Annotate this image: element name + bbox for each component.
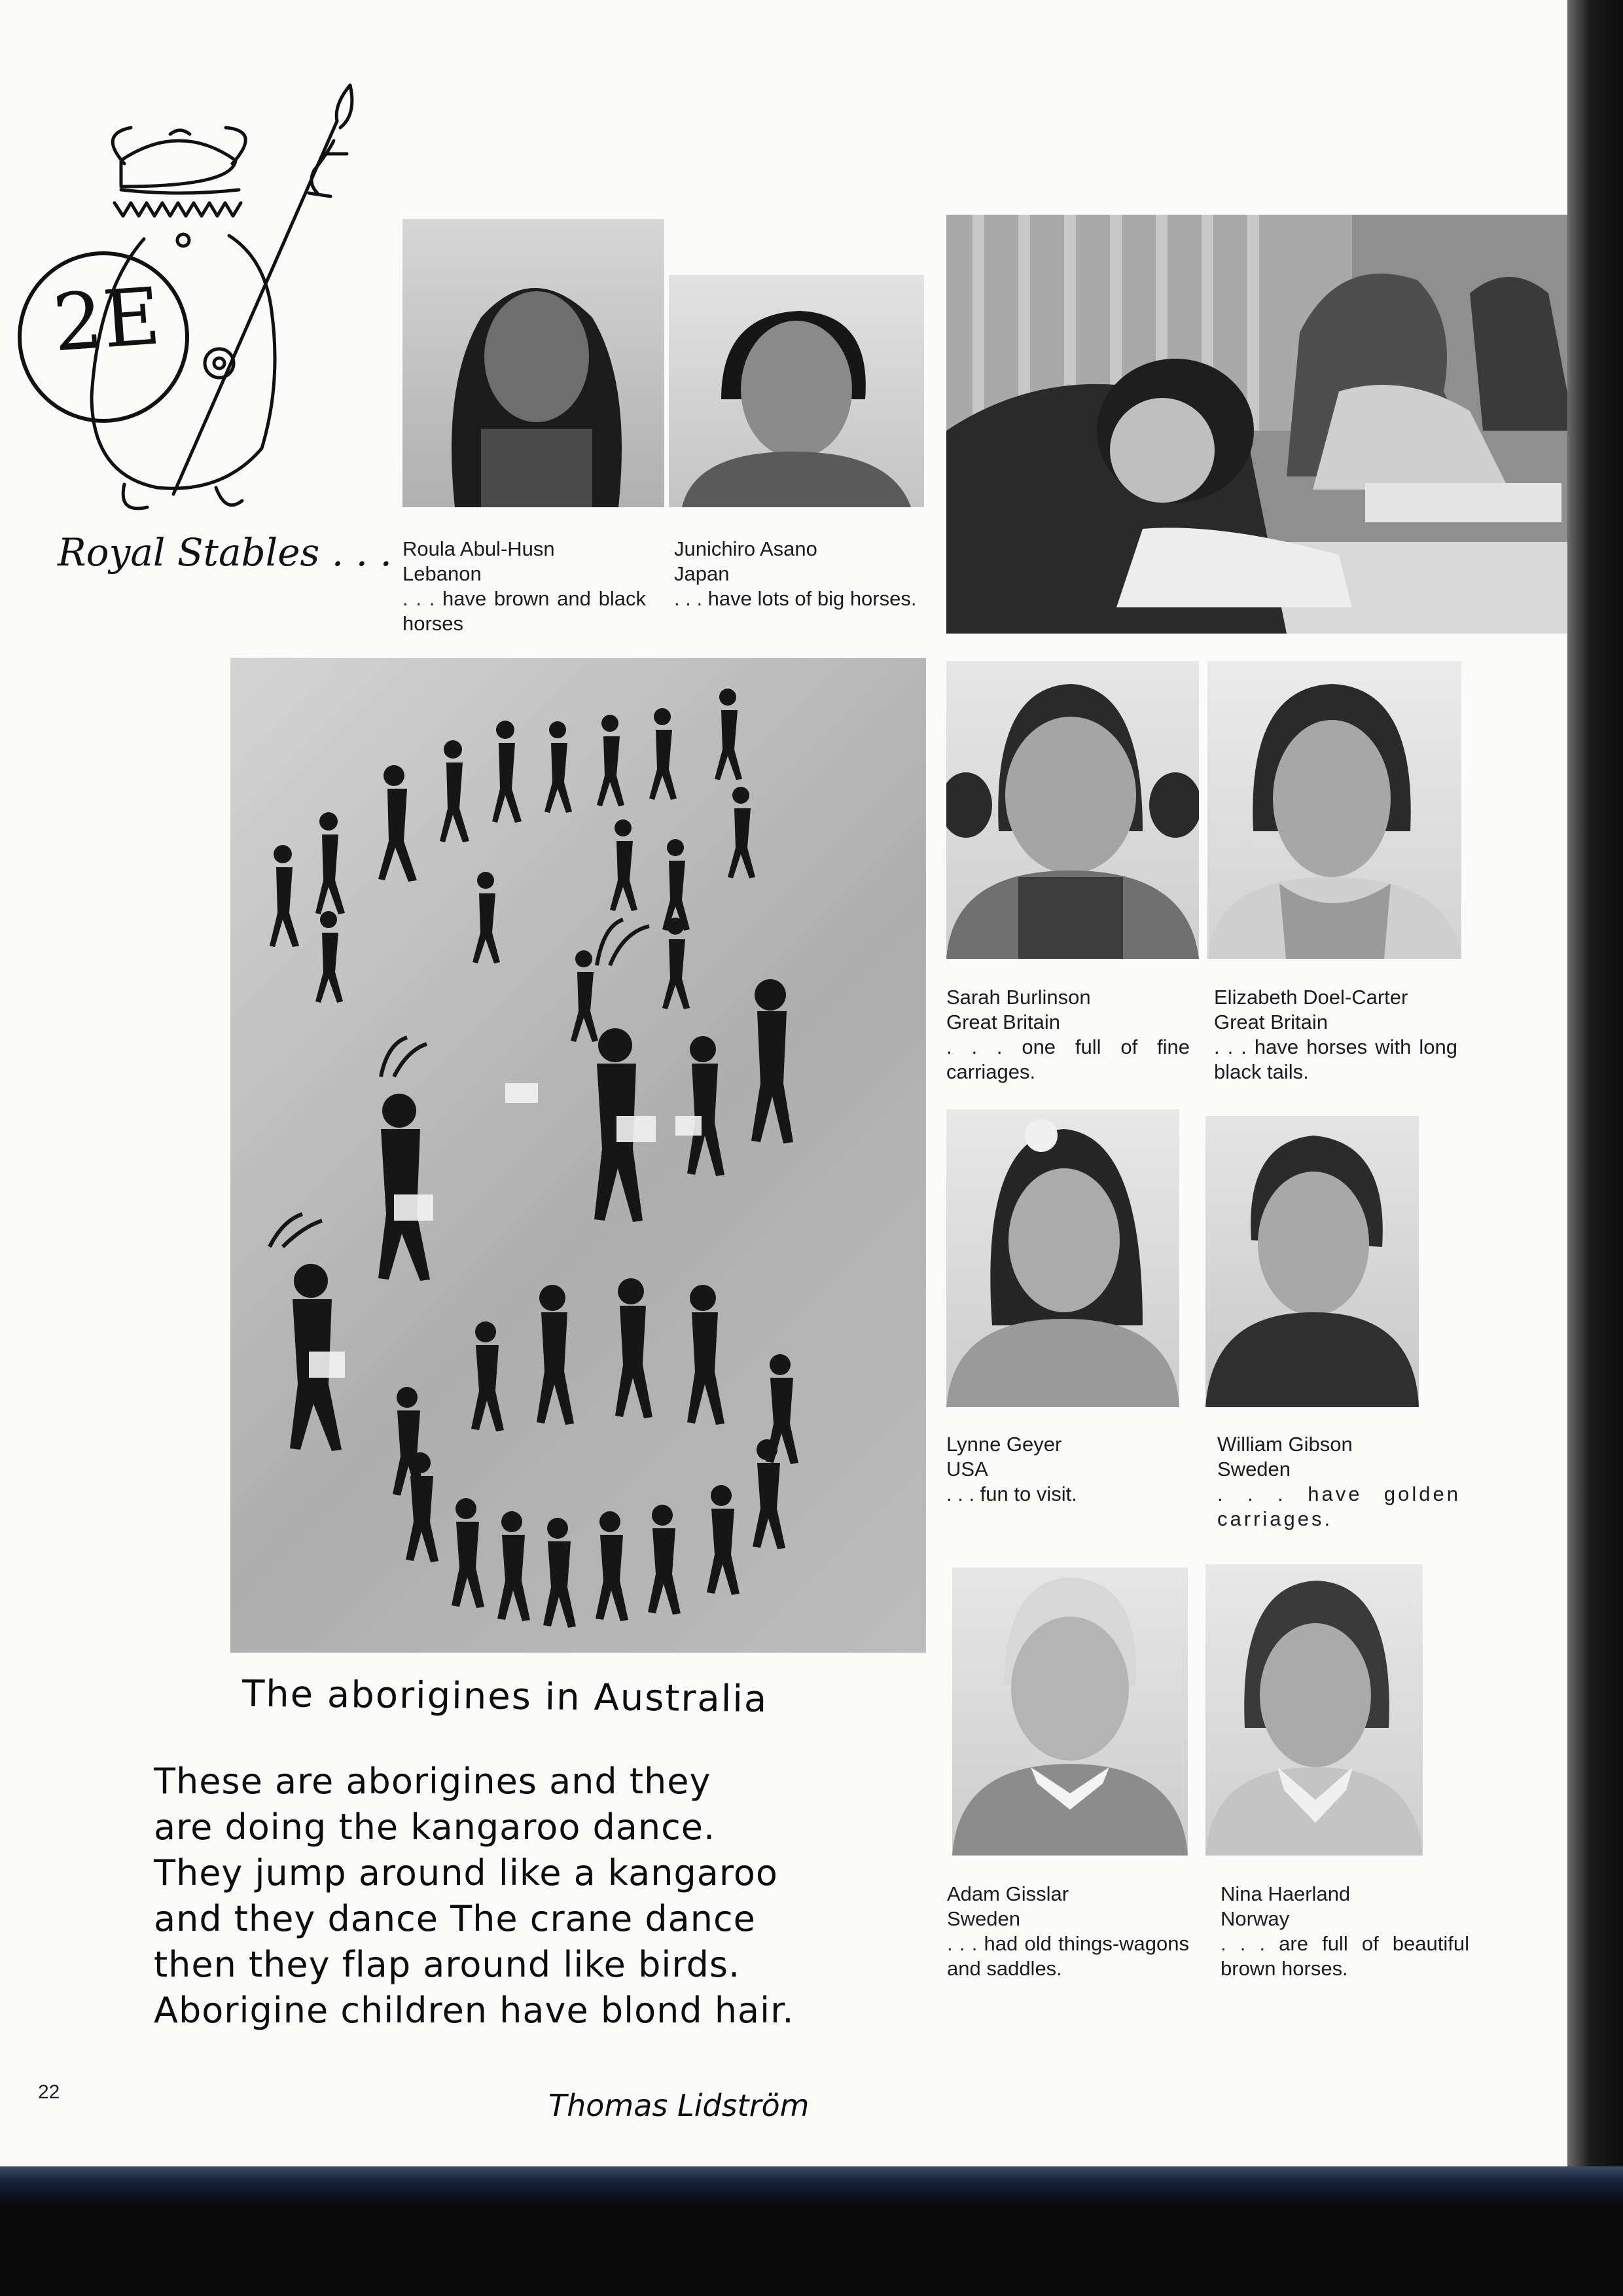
student-name: William Gibson [1217,1433,1353,1456]
student-caption [402,537,646,636]
page-number: 22 [38,2081,60,2103]
story-title: The aborigines in Australia [241,1672,768,1721]
portrait-photo [1207,661,1461,959]
author-signature: Thomas Lidström [548,2088,810,2123]
student-description: . . . have brown and black horses [402,587,646,635]
story-line: then they flap around like birds. [154,1944,741,1985]
student-name: Elizabeth Doel-Carter [1214,986,1408,1009]
student-description: . . . have horses with long black tails. [1214,1035,1457,1083]
student-name: Nina Haerland [1221,1882,1351,1905]
portrait-photo [669,275,924,507]
student-name: Lynne Geyer [946,1433,1062,1456]
student-caption [946,985,1190,1085]
story-line: and they dance The crane dance [154,1898,756,1939]
class-badge: 2E [50,271,164,370]
student-caption [1221,1882,1469,1981]
story-line: They jump around like a kangaroo [154,1852,778,1893]
student-country: USA [946,1458,988,1480]
student-description: . . . are full of beautiful brown horses. [1221,1932,1469,1980]
student-name: Roula Abul-Husn [402,537,555,560]
student-country: Sweden [947,1907,1021,1930]
student-caption [947,1882,1189,1981]
portrait-photo [946,661,1199,959]
student-country: Japan [674,562,730,585]
portrait-photo [952,1568,1188,1856]
student-caption [946,1432,1190,1507]
student-description: . . . have lots of big horses. [674,587,917,610]
student-country: Norway [1221,1907,1290,1930]
section-header: Royal Stables . . . [58,530,392,575]
student-caption [1217,1432,1461,1532]
story-line: These are aborigines and they [154,1761,711,1802]
student-description: . . . had old things-wagons and saddles. [947,1932,1189,1980]
student-name: Sarah Burlinson [946,986,1091,1009]
student-name: Junichiro Asano [674,537,817,560]
classroom-photo [946,215,1577,634]
student-country: Lebanon [402,562,482,585]
student-country: Sweden [1217,1458,1291,1480]
student-description: . . . have golden carriages. [1217,1482,1461,1530]
aborigine-painting [230,658,926,1653]
student-description: . . . fun to visit. [946,1482,1077,1505]
student-caption [1214,985,1457,1085]
story-line: Aborigine children have blond hair. [154,1990,794,2031]
student-caption [674,537,918,611]
student-description: . . . one full of fine carriages. [946,1035,1190,1083]
student-country: Great Britain [1214,1011,1329,1033]
scan-bottom-edge [0,2166,1623,2296]
portrait-photo [1205,1116,1419,1407]
student-country: Great Britain [946,1011,1061,1033]
book-spine [1567,0,1623,2296]
story-line: are doing the kangaroo dance. [154,1806,716,1848]
student-name: Adam Gisslar [947,1882,1069,1905]
portrait-photo [946,1109,1179,1407]
portrait-photo [402,219,664,507]
portrait-photo [1205,1564,1423,1856]
